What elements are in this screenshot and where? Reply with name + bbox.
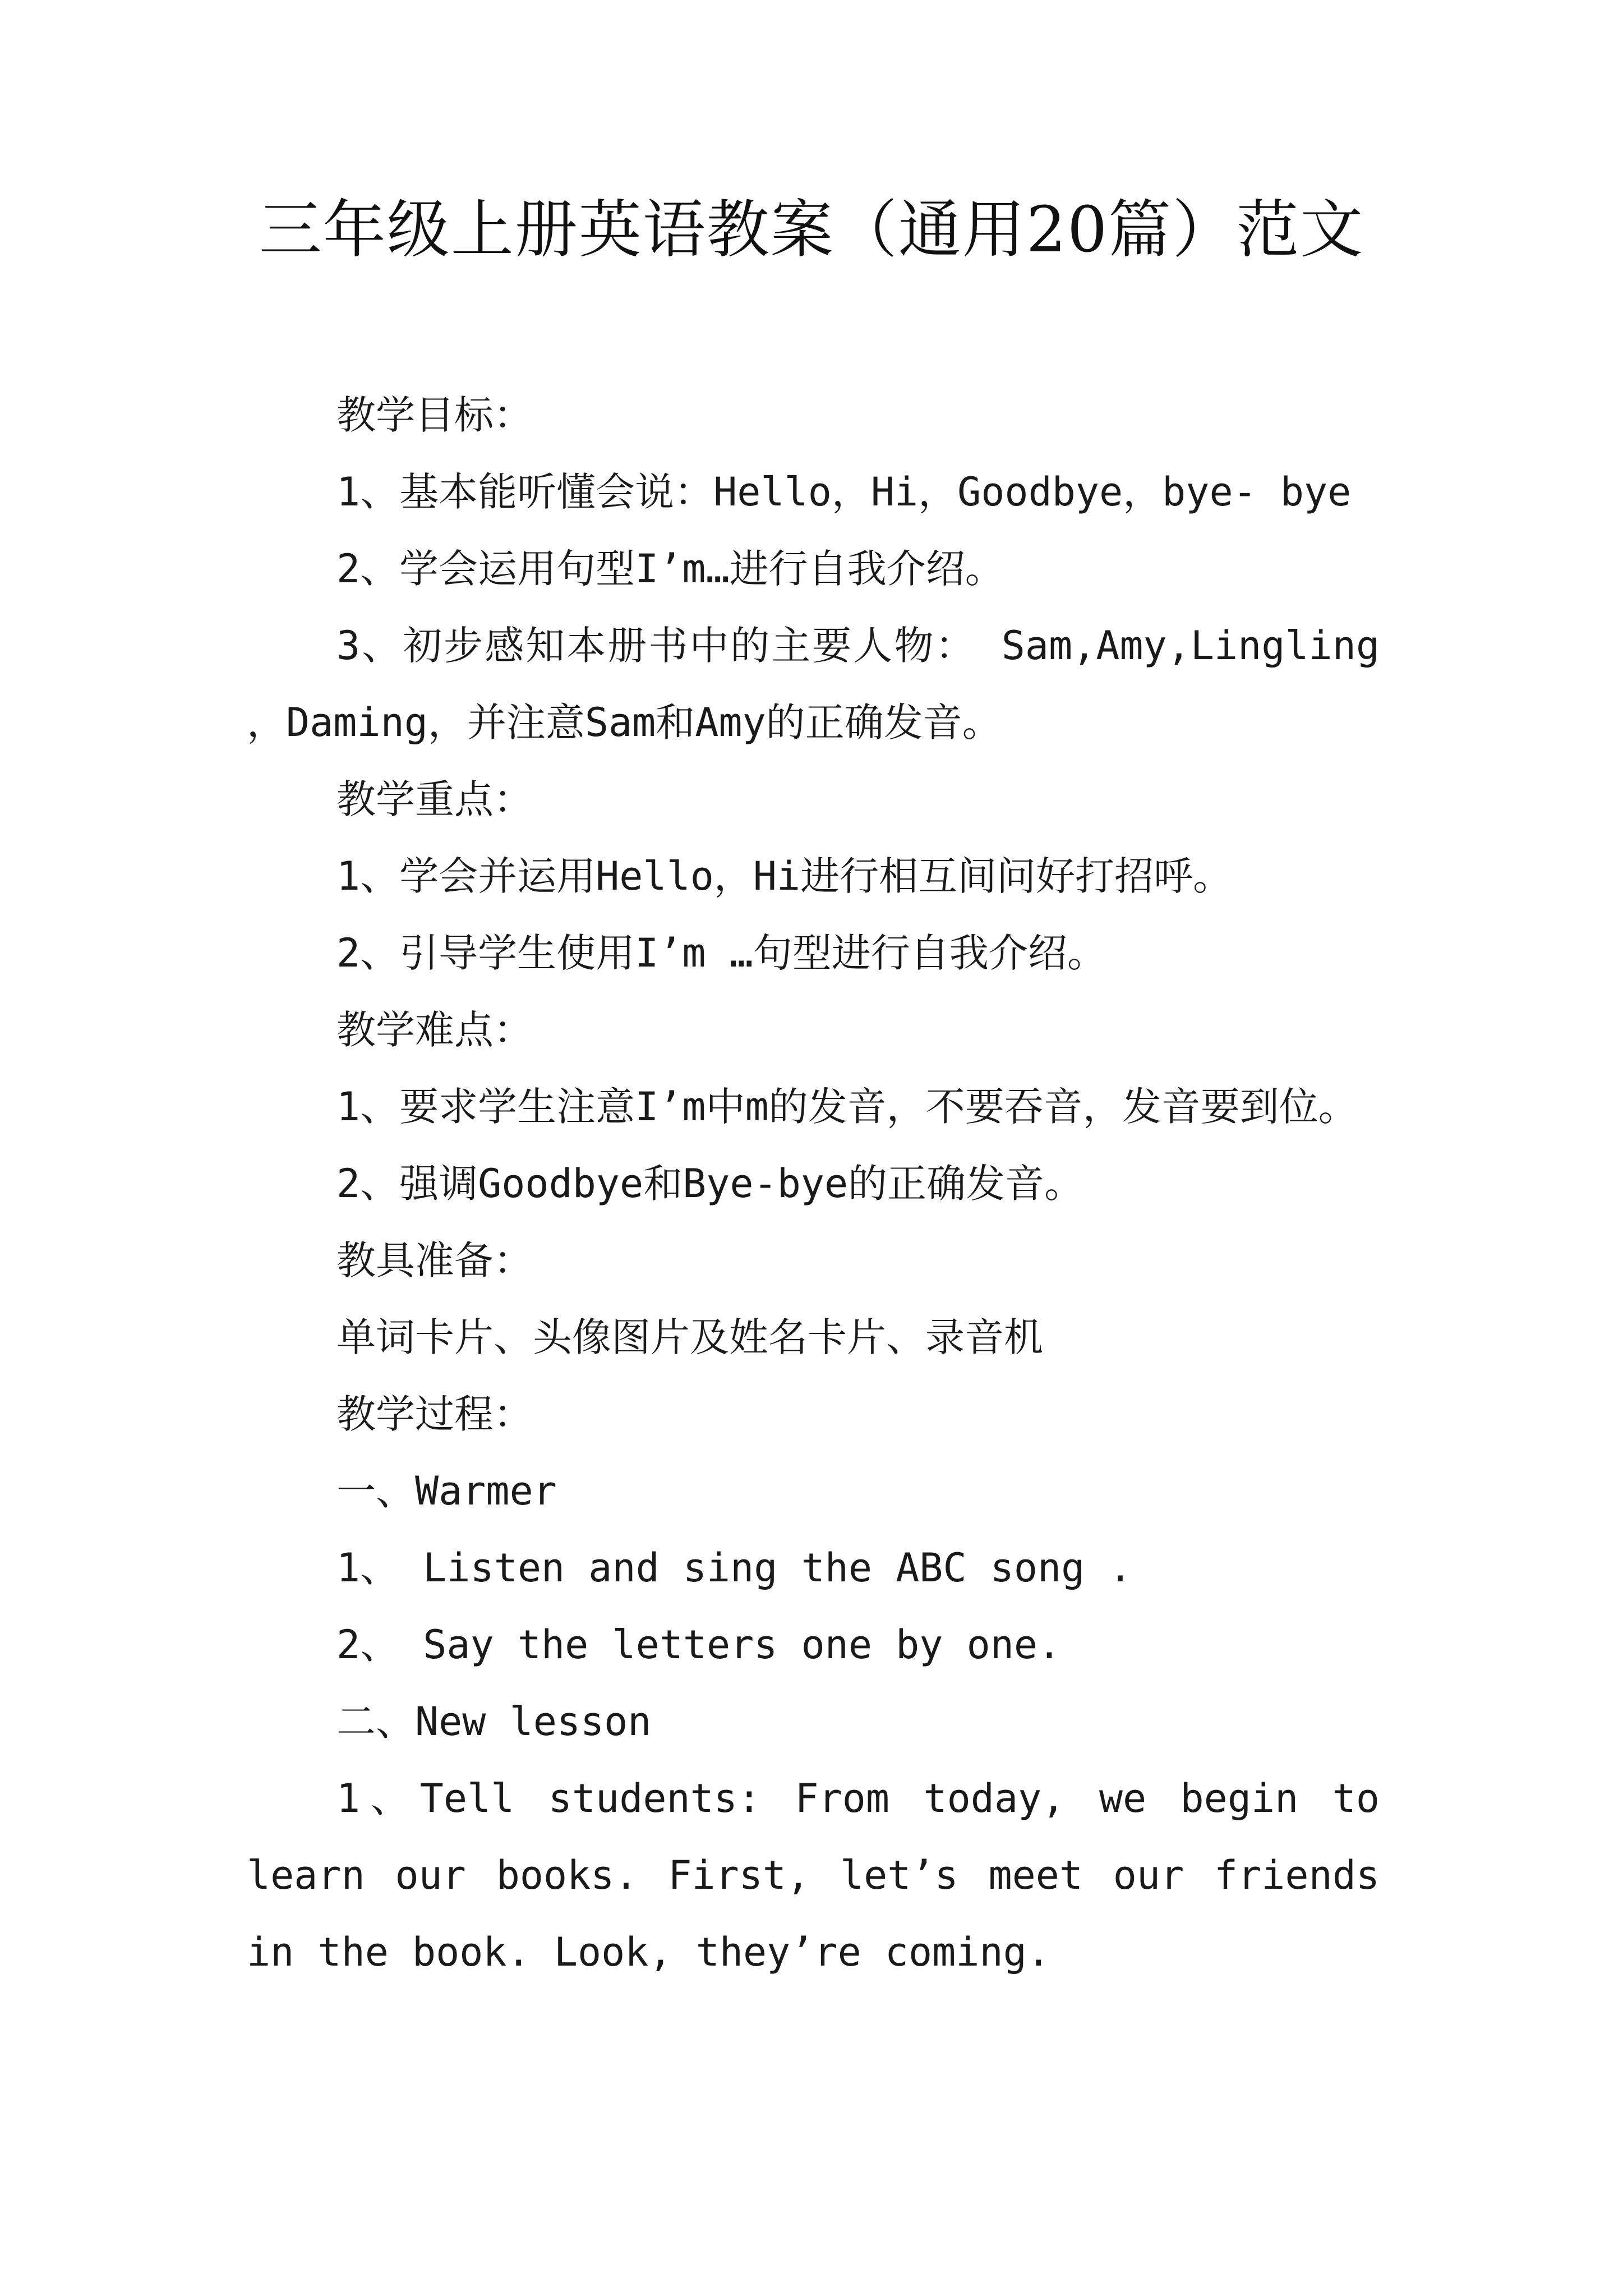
heading-key-points: 教学重点： — [336, 776, 533, 822]
difficulty-2: 2、强调Goodbye和Bye-bye的正确发音。 — [336, 1161, 1084, 1207]
warmer-step-1: 1、 Listen and sing the ABC song . — [336, 1545, 1132, 1591]
heading-process: 教学过程： — [336, 1391, 533, 1437]
new-lesson-step-1: 1、Tell students: From today, we begin to learn our books. First, let’s meet our friends in the book. Look, they’re coming. — [247, 1775, 1380, 1975]
warmer-step-2: 2、 Say the letters one by one. — [336, 1622, 1062, 1668]
goal-item-2: 2、学会运用句型I’m…进行自我介绍。 — [336, 546, 1004, 592]
goal-item-1: 1、基本能听懂会说：Hello，Hi，Goodbye，bye- bye — [336, 469, 1352, 515]
heading-teaching-goals: 教学目标： — [336, 392, 533, 438]
document-title: 三年级上册英语教案（通用20篇）范文 — [259, 194, 1364, 266]
difficulty-1: 1、要求学生注意I’m中m的发音，不要吞音，发音要到位。 — [336, 1084, 1358, 1130]
section-new-lesson: 二、New lesson — [336, 1699, 652, 1745]
materials-list: 单词卡片、头像图片及姓名卡片、录音机 — [336, 1314, 1043, 1360]
heading-materials: 教具准备： — [336, 1237, 533, 1283]
heading-difficulties: 教学难点： — [336, 1007, 533, 1053]
goal-item-3: 3、初步感知本册书中的主要人物： Sam,Amy,Lingling ，Daming，并注意Sam和Amy的正确发音。 — [247, 623, 1380, 746]
key-point-1: 1、学会并运用Hello，Hi进行相互间问好打招呼。 — [336, 853, 1233, 899]
key-point-2: 2、引导学生使用I’m …句型进行自我介绍。 — [336, 930, 1106, 976]
section-warmer: 一、Warmer — [336, 1468, 557, 1514]
document-body — [247, 377, 1380, 1991]
